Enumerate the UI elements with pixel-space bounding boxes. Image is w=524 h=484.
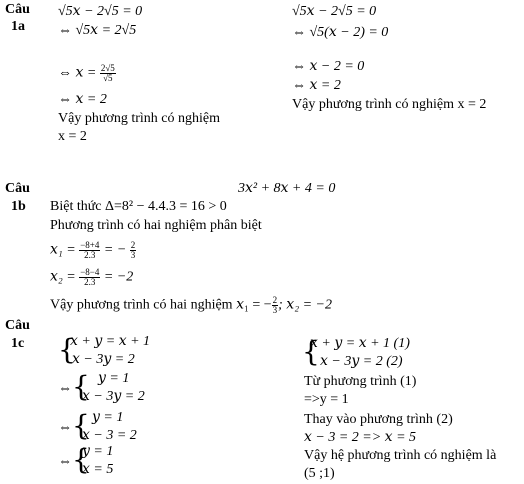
q1a-left-line-3 [58,64,116,83]
left-brace-icon: { [72,443,90,476]
q1b-conclusion-prefix: Vậy phương trình có hai nghiệm 𝑥₁ = − [50,297,272,313]
q1a-left-line-3-prefix: ⇔ 𝑥 = [58,65,100,81]
q1b-x1-result-fraction [130,241,137,260]
q1c-right-line-5: Thay vào phương trình (2) [304,412,453,427]
system-line-2: 𝑥 − 3𝑦 = 2 (2) [320,354,403,369]
q1a-right-line-1: √5𝑥 − 2√5 = 0 [292,4,377,19]
q1c-right-line-6: 𝑥 − 3 = 2 => 𝑥 = 5 [304,430,417,445]
system-line-2: 𝑥 − 3 = 2 [82,428,137,443]
q1b-x2-fraction [79,268,100,287]
fraction-denominator: √5 [103,73,113,83]
q1a-right-line-4: ⇔ 𝑥 = 2 [292,78,341,93]
left-brace-icon: { [302,335,320,368]
q1b-x1-mid: = − [100,242,130,258]
fraction-denominator: 2.3 [84,277,96,287]
equivalence-arrow: ⇔ [58,420,72,435]
q1b-x1 [50,241,136,260]
q1a-left-answer: x = 2 [58,129,87,144]
q1b-x2 [50,268,133,287]
q1b-x2-prefix: 𝑥₂ = [50,269,80,285]
left-brace-icon: { [58,333,76,366]
fraction-numerator: −8+4 [80,240,100,250]
q1b-label-number: 1b [11,199,26,214]
q1b-equation: 3𝑥² + 8𝑥 + 4 = 0 [238,181,336,196]
fraction-numerator: −8−4 [80,267,100,277]
left-brace-icon: { [72,370,90,403]
q1b-conclusion [50,296,332,315]
equivalence-arrow: ⇔ [58,454,72,469]
q1b-label-cau: Câu [5,181,30,196]
q1a-right-line-2: ⇔ √5(𝑥 − 2) = 0 [292,25,389,40]
fraction-numerator: 2 [272,295,278,305]
q1a-left-line-2: ⇔ √5𝑥 = 2√5 [58,23,137,38]
q1c-right-line-4: =>y = 1 [304,392,349,407]
system-line-1: 𝑦 = 1 [82,444,114,459]
q1a-left-line-4: ⇔ 𝑥 = 2 [58,92,107,107]
system-line-2: 𝑥 − 3𝑦 = 2 [82,389,145,404]
q1b-x1-prefix: 𝑥₁ = [50,242,80,258]
system-line-1: 𝑦 = 1 [98,371,130,386]
system-line-1: 𝑦 = 1 [92,410,124,425]
q1a-label-number: 1a [11,19,25,34]
q1a-right-conclusion: Vậy phương trình có nghiệm x = 2 [292,97,487,112]
q1c-label-cau: Câu [5,318,30,333]
q1c-right-line-3: Từ phương trình (1) [304,374,417,389]
q1a-left-line-1: √5𝑥 − 2√5 = 0 [58,4,143,19]
fraction-numerator: 2√5 [100,63,115,73]
q1c-right-conclusion: Vậy hệ phương trình có nghiệm là [304,448,497,463]
q1b-two-roots: Phương trình có hai nghiệm phân biệt [50,218,262,233]
system-line-1: 𝑥 + 𝑦 = 𝑥 + 1 [70,334,151,349]
fraction-numerator: 2 [130,240,136,250]
q1b-conclusion-suffix: ; 𝑥₂ = −2 [278,297,332,313]
fraction-denominator: 3 [130,250,136,260]
left-brace-icon: { [72,409,90,442]
fraction-denominator: 3 [272,305,278,315]
q1a-label-cau: Câu [5,2,30,17]
q1c-label-number: 1c [11,336,25,351]
q1c-right-answer: (5 ;1) [304,466,335,481]
system-line-1: 𝑥 + 𝑦 = 𝑥 + 1 (1) [310,336,410,351]
q1a-right-line-3: ⇔ 𝑥 − 2 = 0 [292,59,365,74]
system-line-2: 𝑥 = 5 [82,462,114,477]
q1a-left-fraction [100,64,116,83]
q1b-discriminant: Biệt thức Δ=8² − 4.4.3 = 16 > 0 [50,199,227,214]
fraction-denominator: 2.3 [84,250,96,260]
system-line-2: 𝑥 − 3𝑦 = 2 [72,352,135,367]
equivalence-arrow: ⇔ [58,381,72,396]
q1a-left-conclusion: Vậy phương trình có nghiệm [58,111,220,126]
q1b-x1-fraction [79,241,100,260]
q1b-x2-result: = −2 [100,269,134,285]
